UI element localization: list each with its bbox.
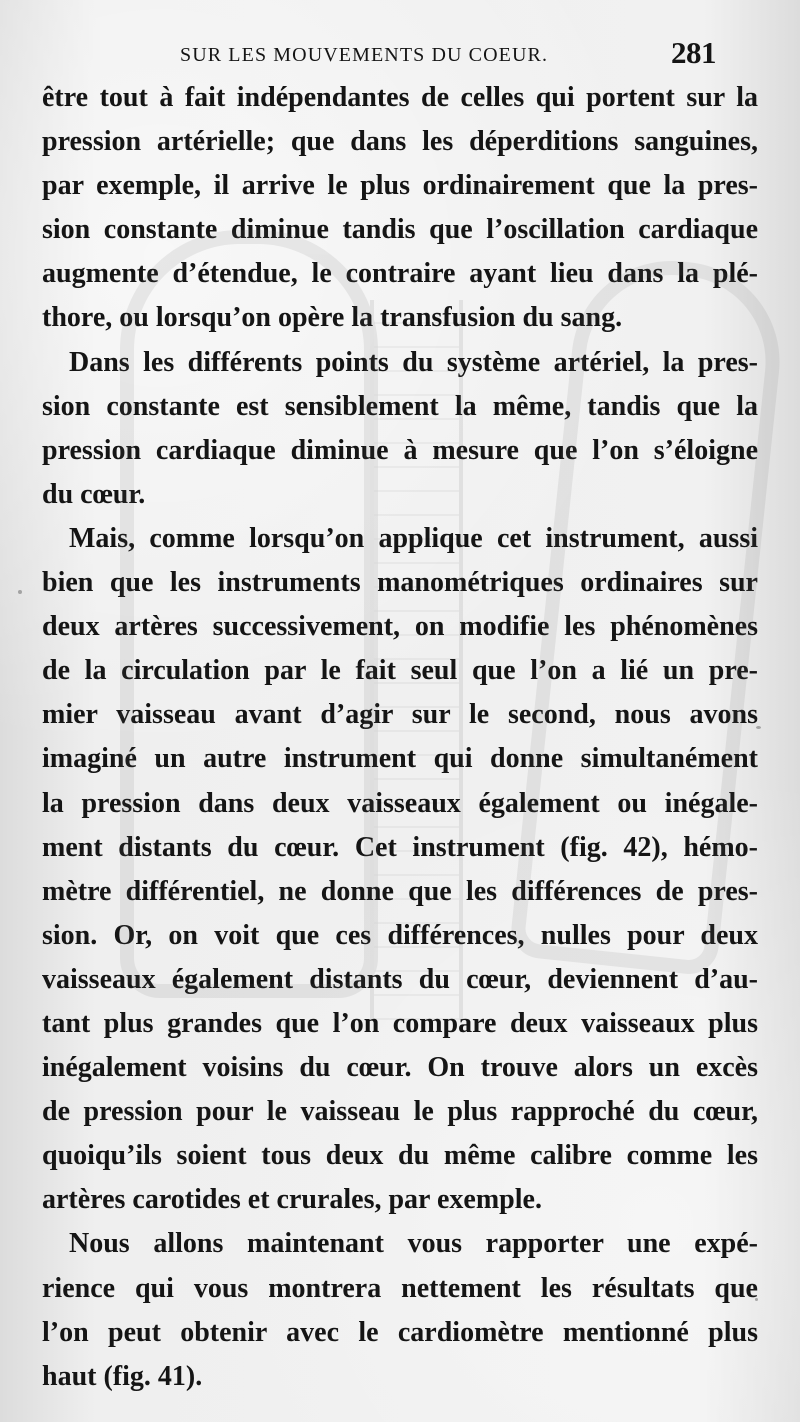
text-line: la pression dans deux vaisseaux également ou inégale- [42,787,758,819]
text-line: artères carotides et crurales, par exemple. [42,1184,542,1216]
text-line: mier vaisseau avant d’agir sur le second, nous avons [42,699,758,731]
text-line: sion. Or, on voit que ces différences, nulles pour deux [42,919,758,951]
text-line: sion constante est sensiblement la même, tandis que la [42,390,758,422]
paragraph-3 [42,517,758,1223]
text-line: vaisseaux également distants du cœur, deviennent d’au- [42,963,758,995]
text-line: quoiqu’ils soient tous deux du même calibre comme les [42,1140,758,1172]
text-line: mètre différentiel, ne donne que les différences de pres- [42,875,758,907]
text-line: bien que les instruments manométriques ordinaires sur [42,567,758,599]
running-header [42,30,760,68]
text-line: augmente d’étendue, le contraire ayant lieu dans la plé- [42,258,758,290]
page-number: 281 [671,35,716,70]
text-line: tant plus grandes que l’on compare deux vaisseaux plus [42,1007,758,1039]
running-title: SUR LES MOUVEMENTS DU COEUR. [180,44,549,66]
text-line: être tout à fait indépendantes de celles qui portent sur la [42,82,758,113]
text-line: imaginé un autre instrument qui donne simultanément [42,743,758,775]
paragraph-4 [42,1222,758,1398]
text-line: inégalement voisins du cœur. On trouve alors un excès [42,1052,758,1084]
text-line: de pression pour le vaisseau le plus rapproché du cœur, [42,1096,758,1128]
paragraph-2 [42,341,758,517]
text-line: sion constante diminue tandis que l’oscillation cardiaque [42,214,758,246]
text-line: pression artérielle; que dans les déperditions sanguines, [42,126,758,158]
text-line: de la circulation par le fait seul que l’on a lié un pre- [42,655,758,687]
page-speck [18,590,22,594]
page-speck [755,1298,758,1301]
text-line: l’on peut obtenir avec le cardiomètre mentionné plus [42,1316,758,1348]
text-line: par exemple, il arrive le plus ordinairement que la pres- [42,170,758,202]
body-text [42,76,758,1399]
text-line: haut (fig. 41). [42,1360,203,1392]
text-line: Nous allons maintenant vous rapporter une expé- [69,1228,758,1260]
paragraph-1 [42,76,758,341]
text-line: Mais, comme lorsqu’on applique cet instrument, aussi [69,522,758,554]
text-line: thore, ou lorsqu’on opère la transfusion du sang. [42,302,623,334]
text-line: ment distants du cœur. Cet instrument (fig. 42), hémo- [42,831,758,863]
text-line: pression cardiaque diminue à mesure que l’on s’éloigne [42,434,758,466]
text-line: du cœur. [42,478,146,510]
text-line: Dans les différents points du système artériel, la pres- [69,346,758,378]
page-speck [756,726,761,729]
text-line: rience qui vous montrera nettement les résultats que [42,1272,758,1304]
text-line: deux artères successivement, on modifie les phénomènes [42,611,758,643]
